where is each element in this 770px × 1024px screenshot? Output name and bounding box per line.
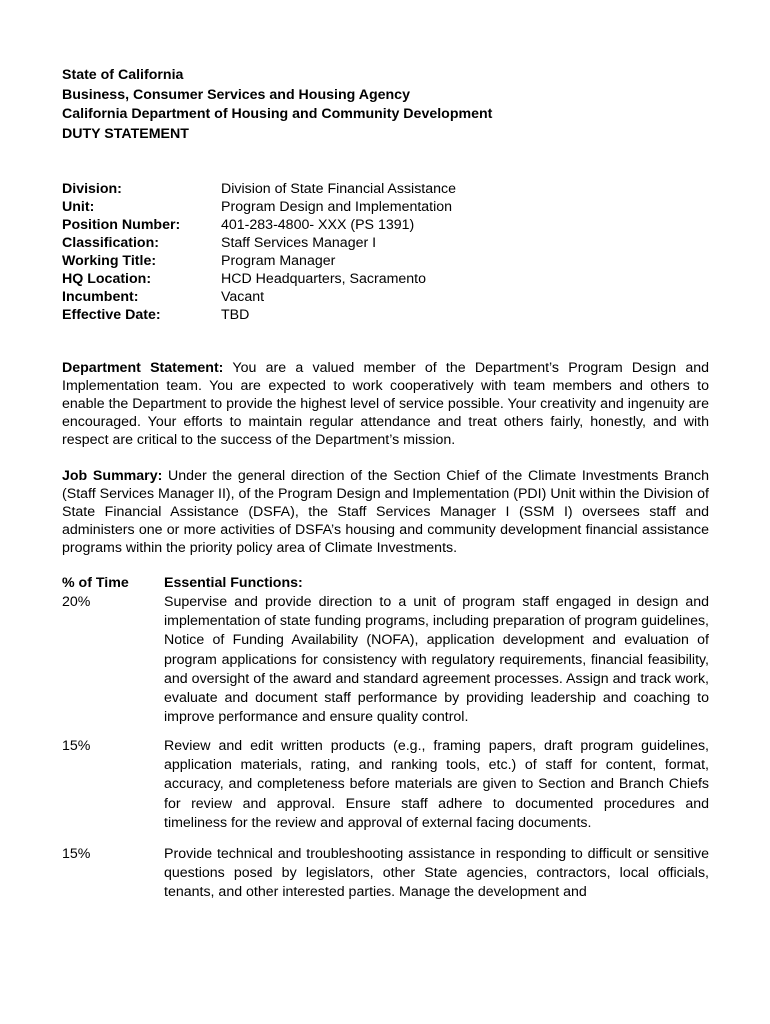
document-header <box>62 66 492 144</box>
field-value: TBD <box>221 307 250 323</box>
field-label: HQ Location: <box>62 271 152 287</box>
field-position-number <box>62 216 722 234</box>
field-hq-location <box>62 270 722 288</box>
field-label: Effective Date: <box>62 307 161 323</box>
job-summary-label: Job Summary: <box>62 468 163 484</box>
field-label: Incumbent: <box>62 289 139 305</box>
function-description: Supervise and provide direction to a unit of program staff engaged in design and implementation of state funding programs, including preparation of program guidelines, Notice of Funding Availability (NOFA), application development and evaluation of program applications for consistency with regulatory requirements, financial feasibility, and oversight of the award and standard agreement processes. Assign and track work, evaluate and document staff performance by providing leadership and coaching to improve performance and ensure quality control. <box>164 594 709 726</box>
field-value: Vacant <box>221 289 265 305</box>
function-description: Review and edit written products (e.g., framing papers, draft program guidelines, application materials, rating, and ranking tools, etc.) of staff for content, format, accuracy, and completeness before materials are given to Section and Branch Chiefs for review and approval. Ensure staff adhere to documented procedures and timeliness for the review and approval of external facing documents. <box>164 738 709 831</box>
field-incumbent <box>62 288 722 306</box>
field-division <box>62 180 722 198</box>
field-value: Staff Services Manager I <box>221 235 377 251</box>
function-item <box>62 737 709 833</box>
essential-functions-heading: Essential Functions: <box>164 575 303 591</box>
field-value: 401-283-4800- XXX (PS 1391) <box>221 217 415 233</box>
function-item <box>62 845 709 903</box>
field-label: Division: <box>62 181 122 197</box>
header-document-title: DUTY STATEMENT <box>62 125 189 142</box>
field-classification <box>62 234 722 252</box>
field-working-title <box>62 252 722 270</box>
field-value: HCD Headquarters, Sacramento <box>221 271 427 287</box>
header-department: California Department of Housing and Community Development <box>62 106 493 122</box>
field-value: Division of State Financial Assistance <box>221 181 456 197</box>
field-label: Working Title: <box>62 253 157 269</box>
function-percent: 15% <box>62 846 91 862</box>
percent-time-heading: % of Time <box>62 575 129 591</box>
field-label: Position Number: <box>62 217 181 233</box>
job-summary <box>62 467 709 557</box>
department-statement-text: You are a valued member of the Department’s Program Design and Implementation team. You are expected to work cooperatively with team members and others to enable the Department to provide the highest level of service possible. Your creativity and ingenuity are encouraged. Your efforts to maintain regular attendance and treat others fairly, honestly, and with respect are critical to the success of the Department’s mission. <box>62 360 710 448</box>
functions-header <box>62 574 709 592</box>
field-value: Program Manager <box>221 253 336 269</box>
function-percent: 15% <box>62 738 91 754</box>
field-effective-date <box>62 306 722 324</box>
department-statement-label: Department Statement: <box>62 360 224 376</box>
header-state: State of California <box>62 67 184 83</box>
function-item <box>62 593 709 727</box>
function-description: Provide technical and troubleshooting assistance in responding to difficult or sensitive questions posed by legislators, other State agencies, contractors, local officials, tenants, and other interested parties. Manage the development and <box>164 846 709 901</box>
position-info-table <box>62 180 722 324</box>
function-percent: 20% <box>62 594 91 610</box>
department-statement <box>62 359 709 449</box>
field-unit <box>62 198 722 216</box>
job-summary-text: Under the general direction of the Section Chief of the Climate Investments Branch (Staff Services Manager II), of the Program Design and Implementation (PDI) Unit within the Division of State Financial Assistance (DSFA), the Staff Services Manager I (SSM I) oversees staff and administers one or more activities of DSFA’s housing and community development financial assistance programs within the priority policy area of Climate Investments. <box>62 468 709 556</box>
field-label: Classification: <box>62 235 159 251</box>
field-value: Program Design and Implementation <box>221 199 453 215</box>
field-label: Unit: <box>62 199 95 215</box>
header-agency: Business, Consumer Services and Housing Agency <box>62 86 410 103</box>
